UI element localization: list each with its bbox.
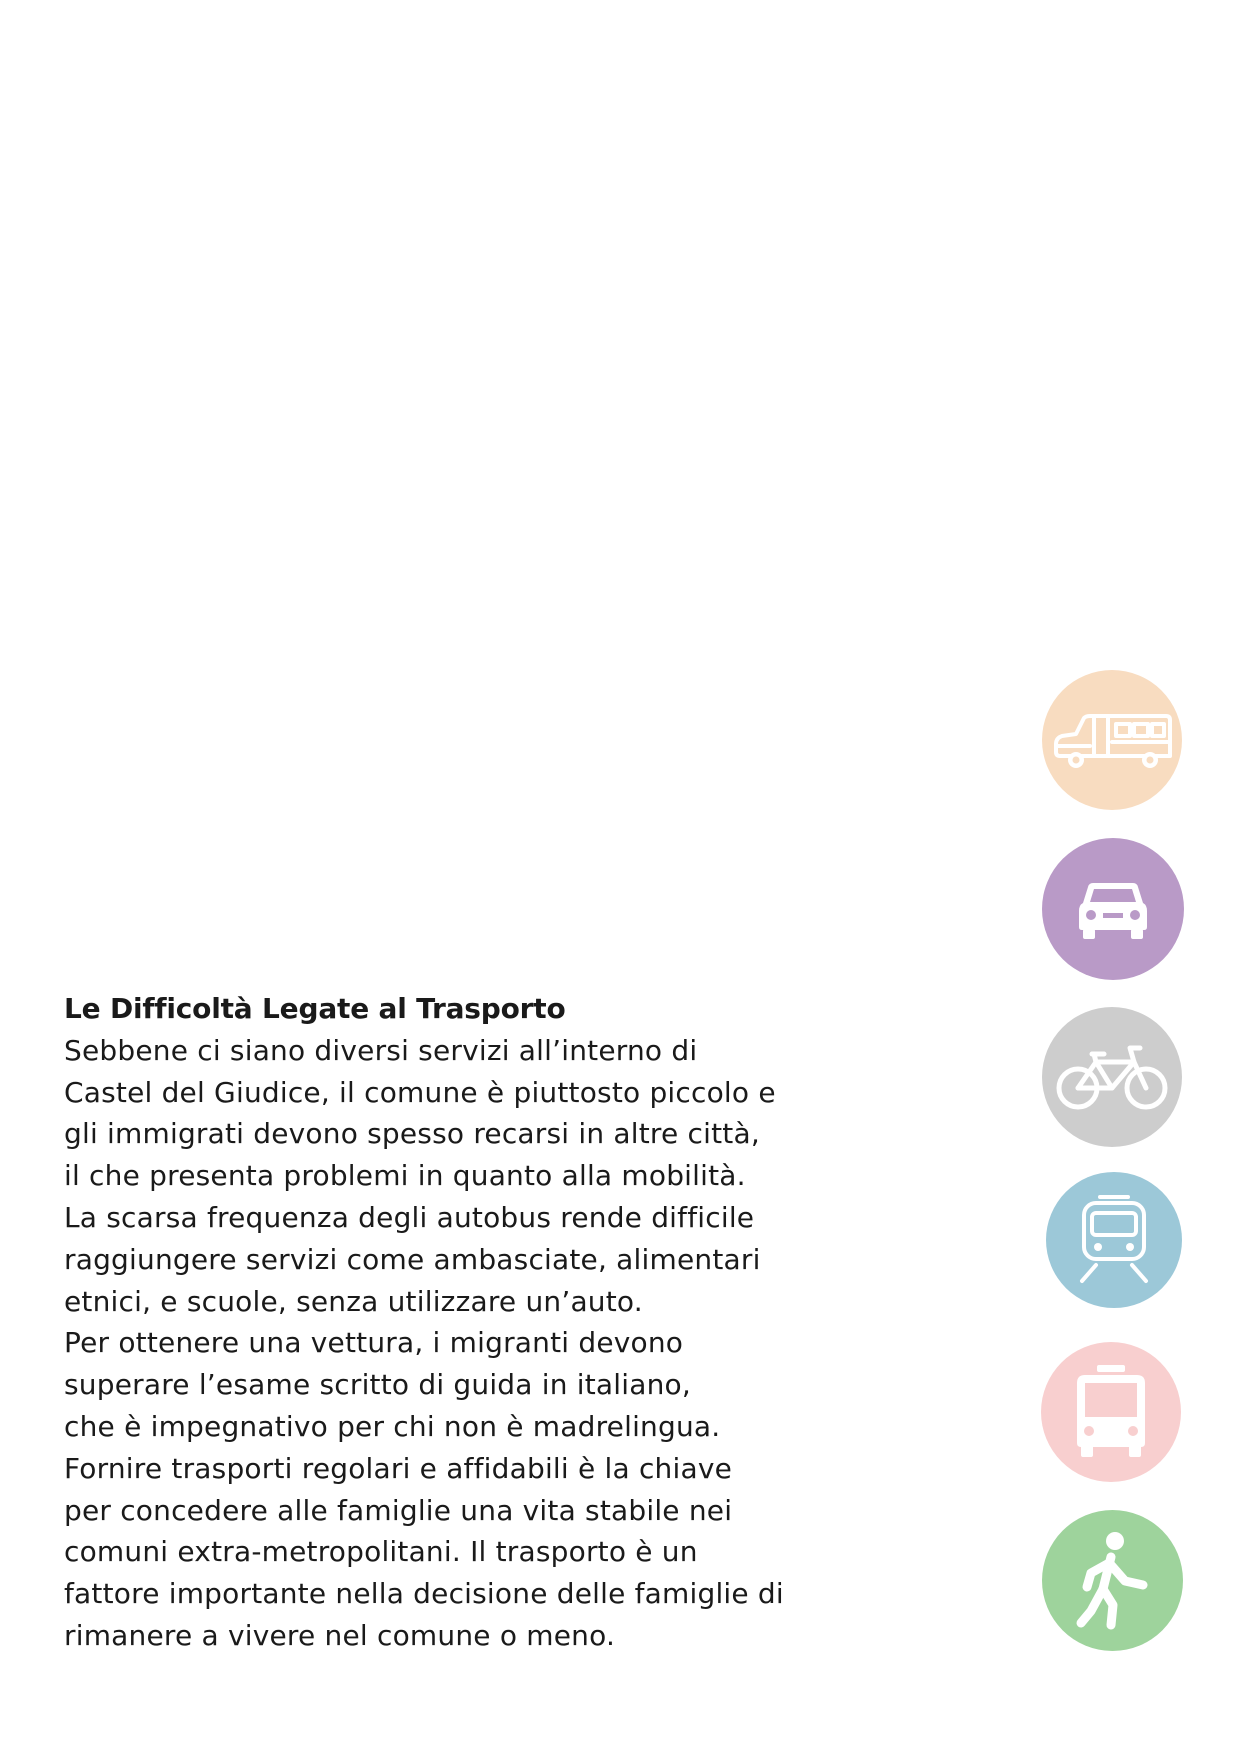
article-line: La scarsa frequenza degli autobus rende difficile [64, 1200, 755, 1234]
article-heading: Le Difficoltà Legate al Trasporto [64, 992, 566, 1025]
article-line: Castel del Giudice, il comune è piuttosto piccolo e [64, 1075, 776, 1109]
article-line: Per ottenere una vettura, i migranti devono [64, 1326, 684, 1360]
car-icon [1042, 838, 1184, 980]
article-line: che è impegnativo per chi non è madrelingua. [64, 1409, 721, 1443]
bicycle-icon [1042, 1007, 1182, 1147]
article-line: rimanere a vivere nel comune o meno. [64, 1618, 616, 1652]
article-line: gli immigrati devono spesso recarsi in altre città, [64, 1117, 760, 1151]
school-bus-icon [1042, 670, 1182, 810]
bus-icon [1041, 1342, 1181, 1482]
article-line: superare l’esame scritto di guida in italiano, [64, 1368, 691, 1402]
article-line: Fornire trasporti regolari e affidabili è la chiave [64, 1451, 733, 1485]
article-line: raggiungere servizi come ambasciate, alimentari [64, 1242, 761, 1276]
article-line: Sebbene ci siano diversi servizi all’interno di [64, 1033, 698, 1067]
article-line: fattore importante nella decisione delle famiglie di [64, 1577, 784, 1611]
article-line: etnici, e scuole, senza utilizzare un’auto. [64, 1284, 643, 1318]
pedestrian-icon [1042, 1510, 1183, 1651]
article-line: comuni extra-metropolitani. Il trasporto è un [64, 1535, 698, 1569]
article-text [64, 988, 824, 1657]
train-icon [1046, 1172, 1182, 1308]
article-line: il che presenta problemi in quanto alla mobilità. [64, 1159, 746, 1193]
article-line: per concedere alle famiglie una vita stabile nei [64, 1493, 733, 1527]
